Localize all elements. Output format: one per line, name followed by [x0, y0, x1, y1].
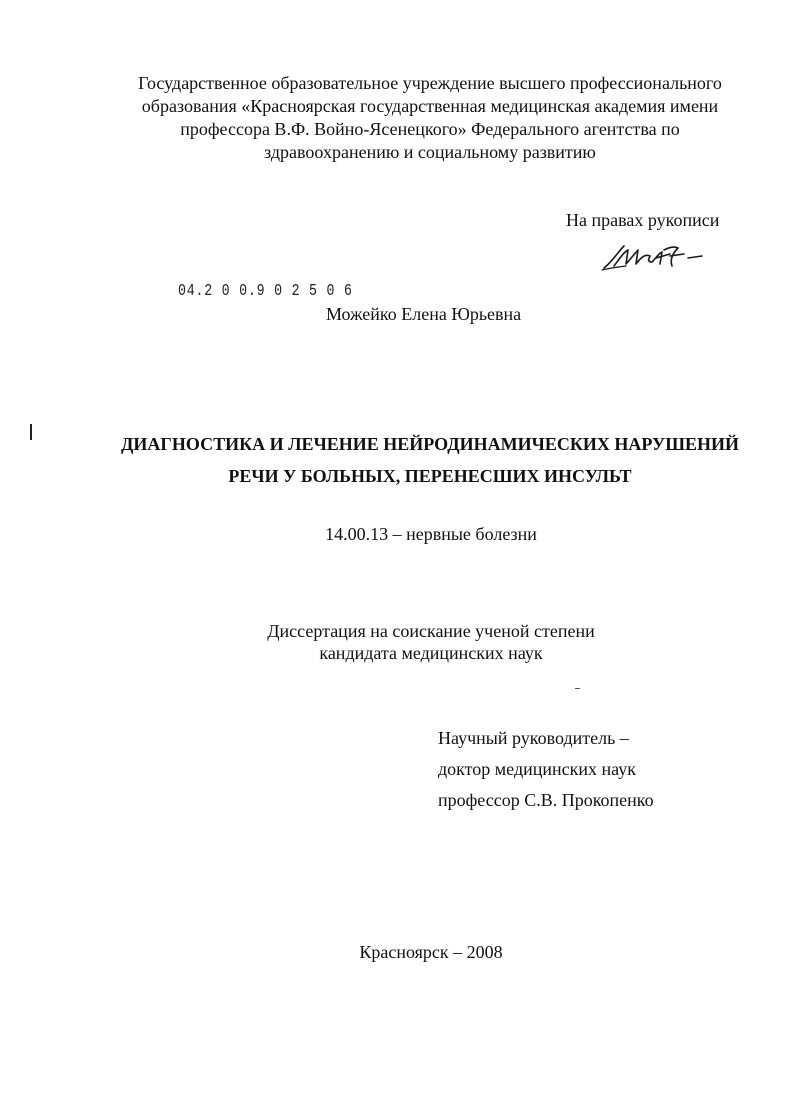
title-line: ДИАГНОСТИКА И ЛЕЧЕНИЕ НЕЙРОДИНАМИЧЕСКИХ НАРУШЕНИЙ: [121, 434, 739, 454]
institution-line: профессора В.Ф. Войно-Ясенецкого» Федерального агентства по: [180, 119, 680, 139]
institution-line: Государственное образовательное учреждение высшего профессионального: [138, 73, 722, 93]
archive-number-stamp: 04.2 0 0.9 0 2 5 0 6: [178, 282, 353, 301]
margin-mark: [30, 424, 32, 440]
supervisor-line: доктор медицинских наук: [438, 759, 636, 779]
institution-line: образования «Красноярская государственная медицинская академия имени: [141, 96, 719, 116]
degree-statement: [0, 620, 793, 664]
scan-speck: [575, 688, 580, 689]
scientific-supervisor: [438, 723, 654, 816]
city-year: Красноярск – 2008: [359, 942, 503, 962]
degree-line: Диссертация на соискание ученой степени: [267, 621, 595, 641]
institution-line: здравоохранению и социальному развитию: [264, 142, 596, 162]
manuscript-rights-note: На правах рукописи: [566, 210, 720, 230]
supervisor-line: профессор С.В. Прокопенко: [438, 790, 654, 810]
thesis-title: [60, 428, 793, 492]
title-line: РЕЧИ У БОЛЬНЫХ, ПЕРЕНЕСШИХ ИНСУЛЬТ: [228, 466, 632, 486]
specialty-code: 14.00.13 – нервные болезни: [325, 524, 537, 544]
degree-line: кандидата медицинских наук: [319, 643, 543, 663]
author-name: Можейко Елена Юрьевна: [326, 304, 522, 324]
institution-header: [120, 72, 740, 164]
supervisor-line: Научный руководитель –: [438, 728, 629, 748]
author-signature: [598, 240, 708, 274]
